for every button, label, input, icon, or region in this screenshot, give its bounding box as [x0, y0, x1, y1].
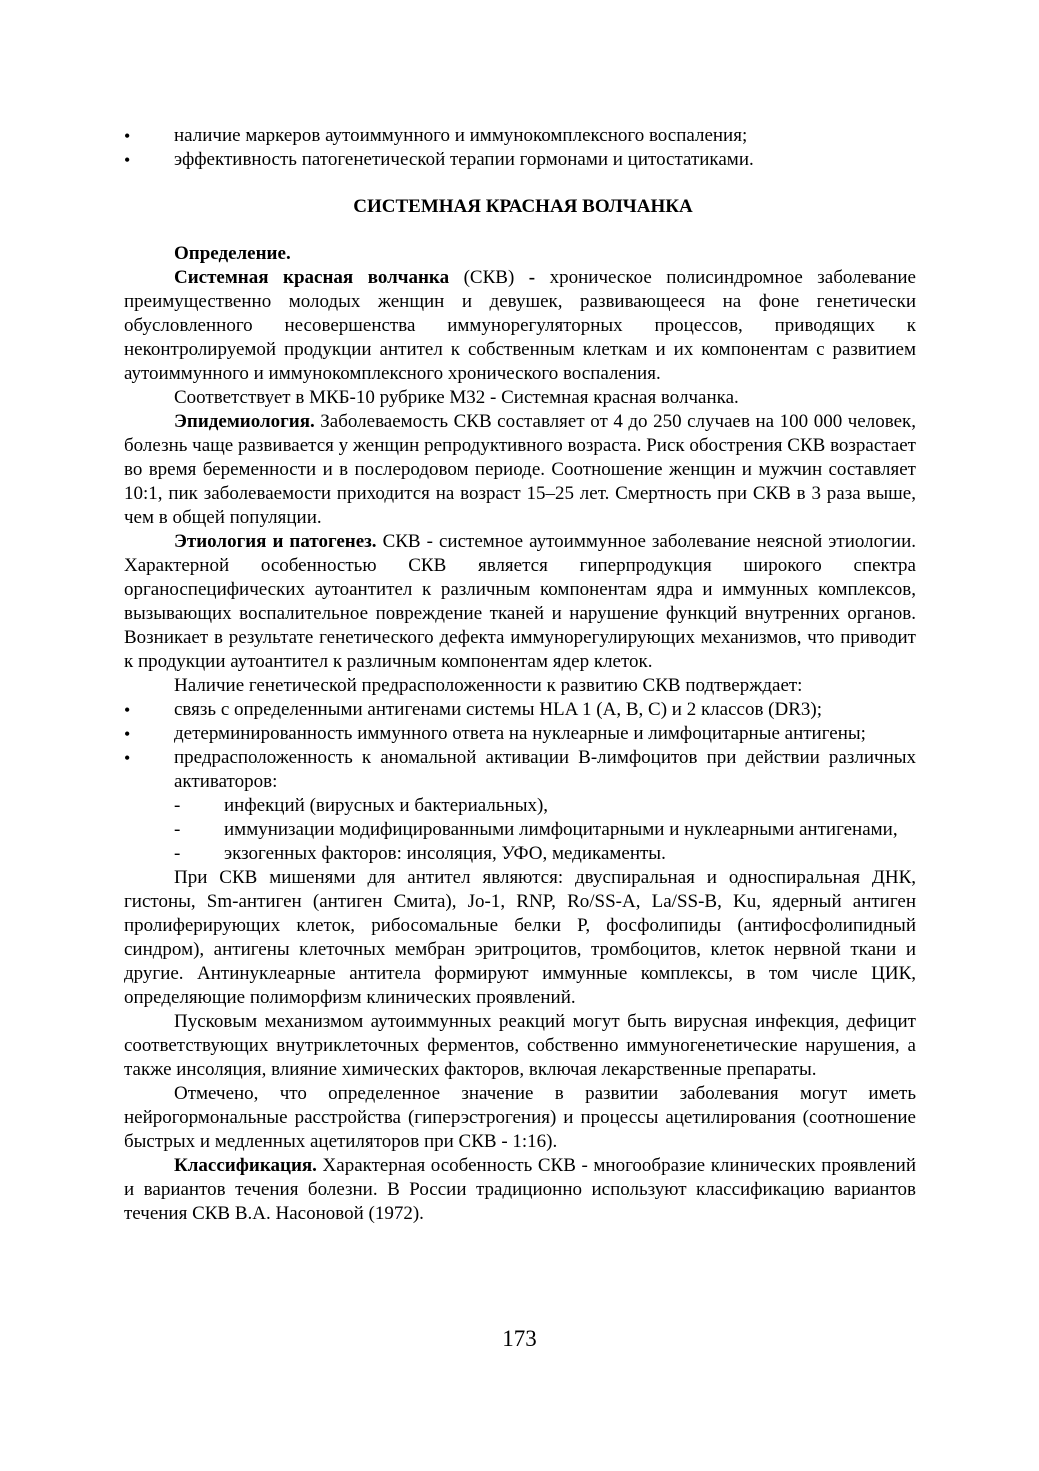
bullet-item: • предрасположенность к аномальной активации В-лимфоцитов при действии различных активаторов:: [124, 746, 916, 794]
definition-abbr: (СКВ): [449, 267, 529, 288]
bullet-item: • связь с определенными антигенами системы HLA 1 (A, B, C) и 2 классов (DR3);: [124, 698, 916, 722]
trigger-paragraph: Пусковым механизмом аутоиммунных реакций могут быть вирусная инфекция, дефицит соответствующих внутриклеточных ферментов, собственно иммуногенетические нарушения, а также инсоляция, влияние химических факторов, включая лекарственные препараты.: [124, 1011, 916, 1080]
bullet-item: • детерминированность иммунного ответа на нуклеарные и лимфоцитарные антигены;: [124, 722, 916, 746]
epidemiology-text: Заболеваемость СКВ составляет от 4 до 250 случаев на 100 000 человек, болезнь чаще развивается у женщин репродуктивного возраста. Риск обострения СКВ возрастает во время беременности и в послеродовом периоде. Соотношение женщин и мужчин составляет 10:1, пик заболеваемости приходится на возраст 15–25 лет. Смертность при СКВ в 3 раза выше, чем в общей популяции.: [124, 411, 916, 528]
epidemiology-heading: Эпидемиология.: [174, 411, 315, 432]
definition-term: Системная красная волчанка: [174, 267, 450, 288]
definition-dash: -: [528, 267, 536, 288]
etiology-paragraph: [124, 530, 916, 674]
predisposition-intro: Наличие генетической предрасположенности к развитию СКВ подтверждает:: [174, 675, 803, 696]
section-title: СИСТЕМНАЯ КРАСНАЯ ВОЛЧАНКА: [353, 196, 693, 217]
page-number: 173: [502, 1326, 537, 1351]
dash-item: - инфекций (вирусных и бактериальных),: [124, 794, 916, 818]
bullet-item: • наличие маркеров аутоиммунного и иммунокомплексного воспаления;: [124, 124, 916, 148]
classification-paragraph: [124, 1154, 916, 1226]
definition-text: хроническое полисиндромное заболевание преимущественно молодых женщин и девушек, развивающееся на фоне генетически обусловленного несовершенства иммунорегуляторных процессов, приводящих к неконтролируемой продукции антител к собственным клеткам и их компонентам с развитием аутоиммунного и иммунокомплексного хронического воспаления.: [124, 267, 916, 384]
neuro-paragraph: Отмечено, что определенное значение в развитии заболевания могут иметь нейрогормональные расстройства (гиперэстрогения) и процессы ацетилирования (соотношение быстрых и медленных ацетиляторов при СКВ - 1:16).: [124, 1083, 916, 1152]
icd-paragraph: Соответствует в МКБ-10 рубрике М32 - Системная красная волчанка.: [174, 387, 739, 408]
document-page: [124, 124, 916, 1226]
etiology-heading: Этиология и патогенез.: [174, 531, 377, 552]
dash-item: - экзогенных факторов: инсоляция, УФО, медикаменты.: [124, 842, 916, 866]
definition-heading: Определение.: [174, 243, 291, 264]
dash-item: - иммунизации модифицированными лимфоцитарными и нуклеарными антигенами,: [124, 818, 916, 842]
targets-paragraph: При СКВ мишенями для антител являются: двуспиральная и односпиральная ДНК, гистоны, Sm-антиген (антиген Смита), Jo-1, RNP, Ro/SS-A, La/SS-B, Ku, ядерный антиген пролиферирующих клеток, рибосомальные белки Р, фосфолипиды (антифосфолипидный синдром), антигены клеточных мембран эритроцитов, тромбоцитов, клеток нервной ткани и другие. Антинуклеарные антитела формируют иммунные комплексы, в том числе ЦИК, определяющие полиморфизм клинических проявлений.: [124, 867, 916, 1008]
etiology-text: СКВ - системное аутоиммунное заболевание неясной этиологии. Характерной особенностью СКВ является гиперпродукция широкого спектра органоспецифических аутоантител к различным компонентам ядра и иммунных комплексов, вызывающих воспалительное повреждение тканей и нарушение функций внутренних органов. Возникает в результате генетического дефекта иммунорегулирующих механизмов, что приводит к продукции аутоантител к различным компонентам ядер клеток.: [124, 531, 917, 672]
classification-heading: Классификация.: [174, 1155, 317, 1176]
bullet-item: • эффективность патогенетической терапии гормонами и цитостатиками.: [124, 148, 916, 172]
epidemiology-paragraph: [124, 410, 916, 530]
definition-paragraph: [124, 266, 916, 386]
classification-text: Характерная особенность СКВ - многообразие клинических проявлений и вариантов течения болезни. В России традиционно используют классификацию вариантов течения СКВ В.А. Насоновой (1972).: [124, 1155, 916, 1224]
